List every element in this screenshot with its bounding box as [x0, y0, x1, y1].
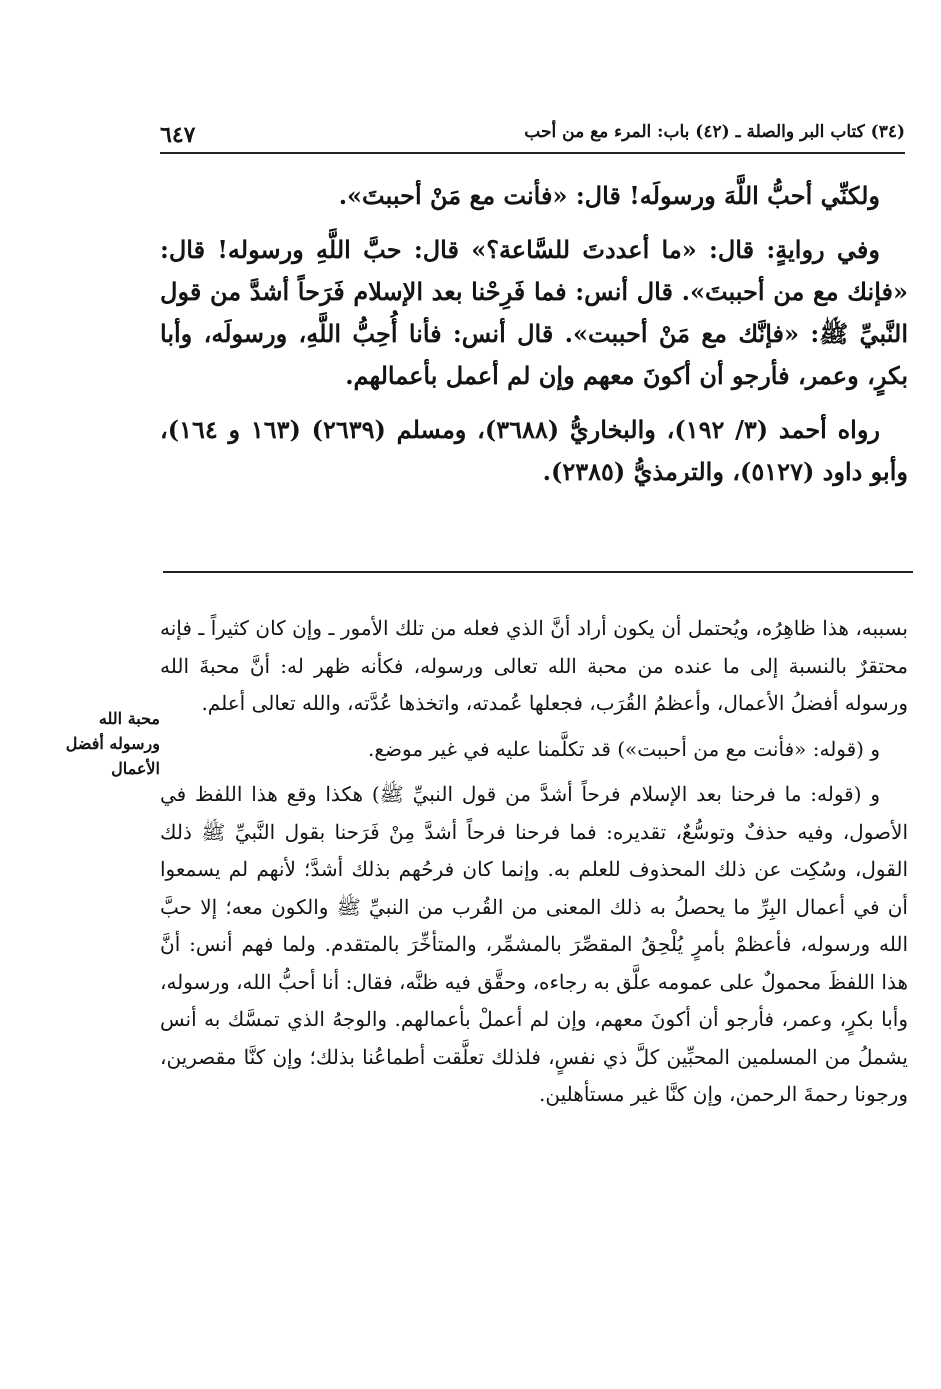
hadith-citation: رواه أحمد (٣/ ١٩٢)، والبخاريُّ (٣٦٨٨)، ومسلم (٢٦٣٩) (١٦٣ و ١٦٤)، وأبو داود (٥١٢٧)، والترمذيُّ (٢٣٨٥). — [160, 415, 908, 486]
margin-note: محبة الله ورسوله أفضل الأعمال — [65, 709, 160, 778]
hadith-paragraph: ولكنِّي أحبُّ اللَّهَ ورسولَه! قال: «فأنت مع مَنْ أحببتَ». — [338, 181, 880, 210]
hadith-paragraph: وفي روايةٍ: قال: «ما أعددتَ للسَّاعة؟» قال: حبَّ اللَّهِ ورسوله! قال: «فإنك مع من أحببتَ». قال أنس: فما فَرِحْنا بعد الإسلام فَرَحاً أشدَّ من قول النَّبيِّ ﷺ: «فإنَّك مع مَنْ أحببت». قال أنس: فأنا أُحِبُّ اللَّهِ، ورسولَه، وأبا بكرٍ، وعمر، فأرجو أن أكونَ معهم وإن لم أعمل بأعمالهم. — [160, 235, 908, 390]
page-header — [160, 118, 905, 154]
page-number: ٦٤٧ — [160, 122, 196, 148]
hadith-text — [160, 175, 908, 505]
commentary-paragraph: بسببه، هذا ظاهِرُه، ويُحتمل أن يكون أراد أنَّ الذي فعله من تلك الأمور ـ وإن كان كثيراً ـ فإنه محتقرٌ بالنسبة إلى ما عنده من محبة الله تعالى ورسوله، فكأنه ظهر له: أنَّ محبةَ الله ورسوله أفضلُ الأعمال، وأعظمُ القُرَب، فجعلها عُمدته، واتخذها عُدَّته، والله تعالى أعلم. — [160, 616, 908, 715]
commentary-paragraph: و (قوله: ما فرحنا بعد الإسلام فرحاً أشدَّ من قول النبيِّ ﷺ) هكذا وقع هذا اللفظ في الأصول، وفيه حذفٌ وتوسُّعٌ، تقديره: فما فرحنا فرحاً أشدَّ مِنْ فَرَحنا بقول النَّبيِّ ﷺ ذلك القول، وسُكِت عن ذلك المحذوف للعلم به. وإنما كان فرحُهم بذلك أشدَّ؛ لأنهم لم يسمعوا أن في أعمال البِرِّ ما يحصلُ به ذلك المعنى من القُرب من النبيِّ ﷺ والكون معه؛ إلا حبَّ الله ورسوله، فأعظمْ بأمرٍ يُلْحِقُ المقصِّرَ بالمشمِّر، والمتأخِّرَ بالمتقدم. ولما فهم أنس: أنَّ هذا اللفظَ محمولٌ على عمومه علَّق به رجاءه، وحقَّق فيه ظنَّه، فقال: أنا أحبُّ الله، ورسوله، وأبا بكرٍ، وعمر، فأرجو أن أكونَ معهم، وإن لم أعملْ بأعمالهم. والوجهُ الذي تمسَّك به أنس يشملُ من المسلمين المحبِّين كلَّ ذي نفسٍ، فلذلك تعلَّقت أطماعُنا بذلك؛ وإن كنَّا مقصرين، ورجونا رحمةَ الرحمن، وإن كنَّا غير مستأهلين. — [160, 782, 908, 1106]
commentary-text — [160, 610, 908, 1122]
commentary-paragraph: و (قوله: «فأنت مع من أحببت») قد تكلَّمنا عليه في غير موضع. — [368, 736, 880, 761]
section-divider — [163, 571, 913, 573]
running-title: (٣٤) كتاب البر والصلة ـ (٤٢) باب: المرء مع من أحب — [524, 122, 905, 142]
